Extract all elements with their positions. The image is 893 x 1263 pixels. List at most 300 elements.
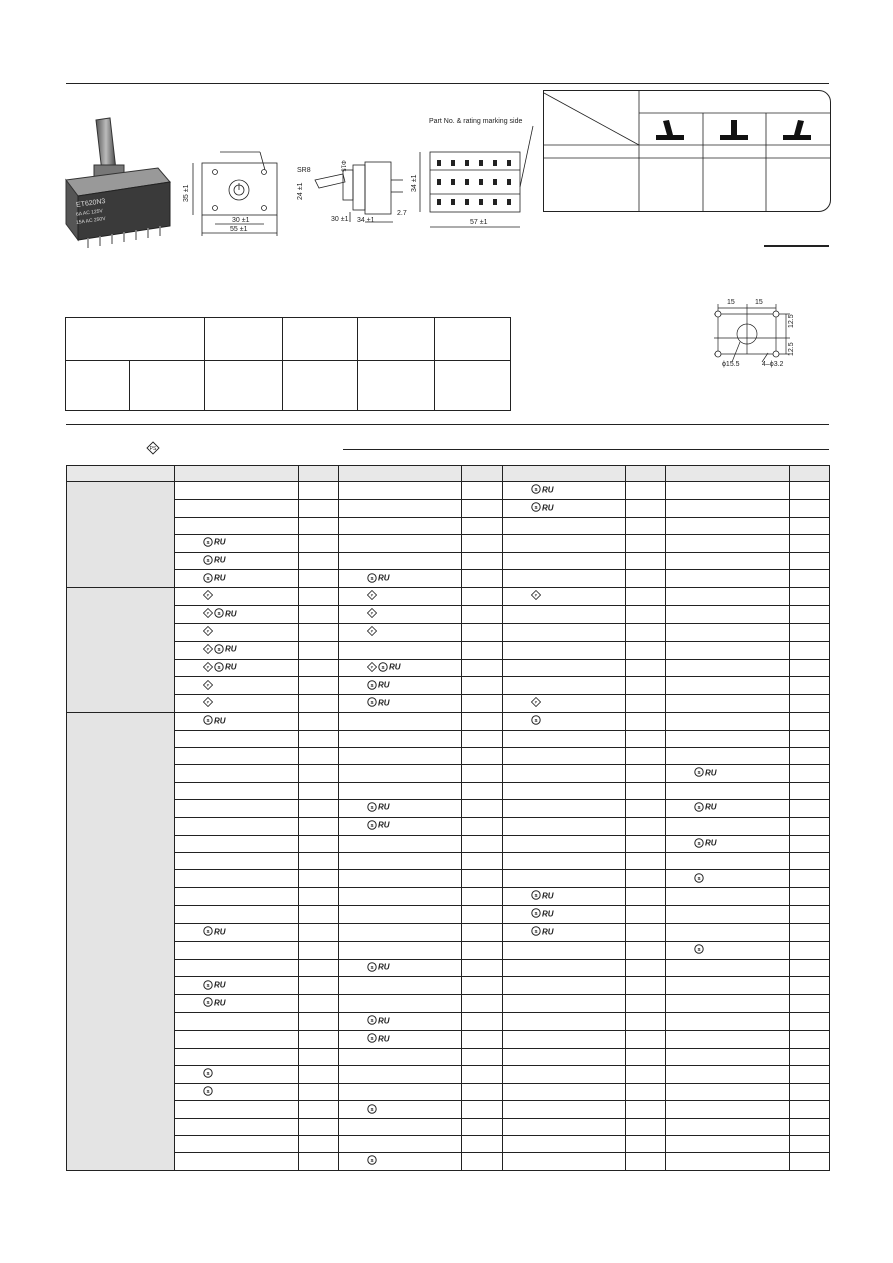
rating-header-cell: [205, 318, 282, 361]
model-cell: [175, 1065, 299, 1083]
value-cell: [299, 677, 339, 695]
model-cell: [339, 606, 462, 624]
model-cell: [666, 713, 790, 731]
model-cell: [503, 923, 626, 941]
value-cell: [299, 835, 339, 853]
svg-text:S: S: [370, 964, 374, 970]
value-cell: [626, 995, 666, 1013]
model-cell: [666, 641, 790, 659]
model-cell: [503, 870, 626, 888]
rating-cell: [282, 361, 357, 411]
model-cell: [503, 1048, 626, 1065]
rating-header-cell: [66, 318, 205, 361]
svg-text:RU: RU: [214, 573, 226, 583]
model-cell: [503, 1013, 626, 1031]
model-cell: [666, 570, 790, 588]
approval-marks-icon: [203, 995, 227, 1011]
table-row: [67, 995, 830, 1013]
value-cell: [462, 499, 503, 517]
svg-text:P: P: [206, 700, 210, 706]
svg-text:S: S: [206, 1000, 210, 1006]
approval-marks-icon: [367, 606, 378, 622]
value-cell: [299, 570, 339, 588]
svg-text:RU: RU: [378, 573, 390, 583]
dim-side-depth: 34 ±1: [357, 217, 375, 224]
model-cell: [666, 534, 790, 552]
value-cell: [462, 1136, 503, 1153]
header-cell: [339, 466, 462, 482]
table-row: [67, 906, 830, 924]
model-cell: [175, 1030, 299, 1048]
approval-marks-icon: [367, 1013, 391, 1029]
model-cell: [503, 482, 626, 500]
model-cell: [503, 1153, 626, 1171]
model-cell: [175, 941, 299, 959]
approval-marks-icon: [203, 660, 238, 676]
value-cell: [299, 995, 339, 1013]
approval-marks-icon: [203, 570, 227, 586]
value-cell: [626, 641, 666, 659]
value-cell: [299, 606, 339, 624]
value-cell: [462, 641, 503, 659]
table-row: [67, 623, 830, 641]
value-cell: [626, 923, 666, 941]
model-cell: [175, 853, 299, 870]
model-cell: [666, 677, 790, 695]
svg-text:RU: RU: [214, 555, 226, 565]
svg-text:P: P: [370, 592, 374, 598]
svg-text:S: S: [370, 700, 374, 706]
svg-text:S: S: [370, 1035, 374, 1041]
model-cell: [175, 713, 299, 731]
approval-marks-icon: [367, 570, 391, 586]
table-row: [67, 659, 830, 677]
value-cell: [462, 1083, 503, 1101]
value-cell: [790, 482, 830, 500]
value-cell: [299, 730, 339, 747]
model-cell: [175, 1119, 299, 1136]
model-cell: [666, 977, 790, 995]
dim-side-height: 24 ±1: [297, 182, 304, 200]
value-cell: [626, 764, 666, 782]
section-rule: [343, 449, 829, 450]
model-cell: [666, 1013, 790, 1031]
model-cell: [175, 534, 299, 552]
approval-marks-icon: [203, 1066, 214, 1082]
model-cell: [175, 677, 299, 695]
model-cell: [175, 482, 299, 500]
cutout-w1: 15: [727, 299, 735, 306]
model-cell: [503, 534, 626, 552]
svg-text:RU: RU: [705, 768, 717, 777]
model-cell: [339, 764, 462, 782]
approval-marks-icon: [367, 1153, 378, 1169]
svg-text:P: P: [370, 610, 374, 616]
approval-marks-icon: [203, 713, 227, 729]
model-cell: [175, 995, 299, 1013]
model-cell: [503, 799, 626, 817]
model-cell: [503, 588, 626, 606]
value-cell: [626, 977, 666, 995]
value-cell: [462, 695, 503, 713]
value-cell: [462, 1030, 503, 1048]
value-cell: [462, 959, 503, 977]
value-cell: [790, 906, 830, 924]
value-cell: [462, 1101, 503, 1119]
table-row: [67, 835, 830, 853]
approval-marks-icon: [694, 836, 718, 852]
value-cell: [299, 799, 339, 817]
table-row: [67, 747, 830, 764]
value-cell: [626, 959, 666, 977]
value-cell: [462, 552, 503, 570]
svg-text:S: S: [206, 718, 210, 724]
value-cell: [299, 713, 339, 731]
value-cell: [626, 517, 666, 534]
value-cell: [626, 1013, 666, 1031]
table-row: [67, 1083, 830, 1101]
value-cell: [462, 659, 503, 677]
svg-text:S: S: [534, 504, 538, 510]
model-cell: [503, 552, 626, 570]
value-cell: [462, 817, 503, 835]
model-cell: [666, 959, 790, 977]
model-cell: [666, 730, 790, 747]
svg-text:RU: RU: [214, 927, 226, 936]
table-row: [67, 482, 830, 500]
value-cell: [299, 906, 339, 924]
value-cell: [626, 817, 666, 835]
value-cell: [626, 835, 666, 853]
value-cell: [790, 713, 830, 731]
approval-marks-icon: [203, 588, 214, 604]
svg-text:S: S: [206, 575, 210, 581]
value-cell: [299, 817, 339, 835]
value-cell: [626, 1065, 666, 1083]
model-cell: [503, 713, 626, 731]
model-cell: [666, 853, 790, 870]
value-cell: [462, 606, 503, 624]
svg-text:S: S: [534, 928, 538, 934]
approval-mark-icon: [146, 441, 160, 460]
value-cell: [790, 695, 830, 713]
svg-text:S: S: [697, 769, 701, 775]
model-cell: [666, 499, 790, 517]
model-cell: [503, 659, 626, 677]
approval-marks-icon: [367, 677, 391, 693]
value-cell: [626, 941, 666, 959]
table-row: [67, 1013, 830, 1031]
rating-header-cell: [357, 318, 434, 361]
value-cell: [790, 799, 830, 817]
value-cell: [462, 1119, 503, 1136]
svg-text:S: S: [534, 718, 538, 724]
model-cell: [503, 959, 626, 977]
value-cell: [462, 747, 503, 764]
svg-text:RU: RU: [225, 609, 237, 618]
approval-marks-icon: [694, 942, 705, 958]
model-cell: [666, 623, 790, 641]
model-cell: [339, 677, 462, 695]
table-row: [67, 799, 830, 817]
svg-text:RU: RU: [542, 909, 554, 918]
model-cell: [503, 906, 626, 924]
model-cell: [339, 959, 462, 977]
table-row: [67, 1101, 830, 1119]
dim-front-height: 35 ±1: [183, 184, 190, 202]
top-rule: [66, 83, 829, 84]
approval-marks-icon: [203, 977, 227, 993]
value-cell: [626, 499, 666, 517]
table-row: [67, 870, 830, 888]
table-row: [67, 677, 830, 695]
model-cell: [339, 747, 462, 764]
model-cell: [339, 570, 462, 588]
rating-cell: [357, 361, 434, 411]
value-cell: [626, 1083, 666, 1101]
value-cell: [462, 677, 503, 695]
approval-marks-icon: [203, 1084, 214, 1100]
model-cell: [175, 499, 299, 517]
value-cell: [626, 623, 666, 641]
model-cell: [503, 835, 626, 853]
svg-text:P: P: [534, 592, 538, 598]
svg-text:RU: RU: [542, 485, 554, 494]
model-cell: [666, 941, 790, 959]
table-row: [67, 888, 830, 906]
table-row: [67, 782, 830, 799]
model-cell: [339, 941, 462, 959]
value-cell: [626, 1119, 666, 1136]
table-row: [67, 695, 830, 713]
mid-rule: [66, 424, 829, 425]
value-cell: [626, 870, 666, 888]
svg-text:RU: RU: [225, 644, 237, 654]
value-cell: [790, 941, 830, 959]
table-row: [67, 923, 830, 941]
svg-text:RU: RU: [378, 802, 390, 812]
svg-text:S: S: [697, 875, 701, 881]
table-row: [67, 588, 830, 606]
value-cell: [299, 1101, 339, 1119]
model-cell: [175, 730, 299, 747]
value-cell: [299, 552, 339, 570]
model-cell: [666, 606, 790, 624]
model-cell: [503, 941, 626, 959]
table-row: [67, 977, 830, 995]
value-cell: [299, 534, 339, 552]
header-cell: [462, 466, 503, 482]
model-cell: [339, 517, 462, 534]
value-cell: [299, 588, 339, 606]
value-cell: [462, 941, 503, 959]
value-cell: [299, 764, 339, 782]
value-cell: [299, 482, 339, 500]
value-cell: [299, 1153, 339, 1171]
svg-text:RU: RU: [378, 1034, 390, 1043]
value-cell: [790, 1030, 830, 1048]
table-row: [67, 517, 830, 534]
svg-text:P: P: [206, 610, 210, 616]
value-cell: [462, 534, 503, 552]
panel-cutout-drawing: [700, 298, 810, 373]
value-cell: [462, 853, 503, 870]
model-cell: [339, 1119, 462, 1136]
value-cell: [626, 659, 666, 677]
value-cell: [790, 1065, 830, 1083]
svg-text:RU: RU: [378, 1016, 390, 1025]
approval-marks-icon: [531, 713, 542, 729]
approval-marks-icon: [203, 553, 227, 569]
model-cell: [175, 570, 299, 588]
model-cell: [666, 799, 790, 817]
model-cell: [175, 764, 299, 782]
model-cell: [503, 853, 626, 870]
model-cell: [503, 764, 626, 782]
model-cell: [175, 959, 299, 977]
value-cell: [462, 1013, 503, 1031]
approval-marks-icon: [203, 924, 227, 940]
value-cell: [299, 870, 339, 888]
value-cell: [626, 588, 666, 606]
svg-text:S: S: [206, 982, 210, 988]
value-cell: [462, 888, 503, 906]
side-view-drawing: [295, 150, 415, 235]
cutout-h1: 12.5: [788, 314, 795, 328]
value-cell: [790, 764, 830, 782]
value-cell: [626, 606, 666, 624]
svg-text:RU: RU: [542, 891, 554, 900]
svg-text:P: P: [206, 646, 210, 652]
model-cell: [666, 1119, 790, 1136]
svg-text:S: S: [217, 611, 221, 617]
approval-marks-icon: [531, 588, 542, 604]
model-cell: [339, 995, 462, 1013]
lever-left-icon: [654, 117, 686, 148]
model-cell: [339, 870, 462, 888]
model-cell: [339, 534, 462, 552]
cutout-holes: 4–ϕ3.2: [762, 361, 784, 368]
value-cell: [462, 870, 503, 888]
group-cell: [67, 713, 175, 1171]
approval-marks-icon: [694, 765, 718, 781]
value-cell: [462, 835, 503, 853]
value-cell: [790, 534, 830, 552]
value-cell: [790, 606, 830, 624]
cutout-w2: 15: [755, 299, 763, 306]
model-cell: [666, 870, 790, 888]
value-cell: [299, 941, 339, 959]
value-cell: [462, 923, 503, 941]
model-cell: [666, 1065, 790, 1083]
header-cell: [503, 466, 626, 482]
value-cell: [299, 977, 339, 995]
value-cell: [626, 1153, 666, 1171]
table-row: [67, 1048, 830, 1065]
svg-text:P: P: [206, 592, 210, 598]
model-cell: [339, 977, 462, 995]
model-cell: [503, 730, 626, 747]
svg-text:RU: RU: [214, 998, 226, 1007]
approval-marks-icon: [367, 1101, 378, 1117]
photo-marking-1: ET620N3: [75, 197, 106, 210]
value-cell: [790, 1101, 830, 1119]
model-cell: [175, 1101, 299, 1119]
value-cell: [462, 713, 503, 731]
svg-text:RU: RU: [214, 716, 226, 725]
model-cell: [666, 906, 790, 924]
model-cell: [666, 482, 790, 500]
model-cell: [175, 641, 299, 659]
model-cell: [175, 799, 299, 817]
table-row: [67, 499, 830, 517]
model-cell: [339, 835, 462, 853]
dim-side-dia: Φ15: [339, 160, 346, 172]
value-cell: [299, 923, 339, 941]
value-cell: [790, 677, 830, 695]
rating-cell: [205, 361, 282, 411]
model-cell: [339, 1013, 462, 1031]
model-cell: [339, 730, 462, 747]
value-cell: [790, 923, 830, 941]
table-row: [67, 713, 830, 731]
value-cell: [462, 570, 503, 588]
header-cell: [175, 466, 299, 482]
model-cell: [339, 482, 462, 500]
value-cell: [626, 906, 666, 924]
value-cell: [462, 782, 503, 799]
svg-text:S: S: [370, 822, 374, 828]
value-cell: [626, 1136, 666, 1153]
value-cell: [790, 1013, 830, 1031]
value-cell: [790, 623, 830, 641]
approval-marks-icon: [203, 624, 214, 640]
model-cell: [339, 817, 462, 835]
model-cell: [666, 1101, 790, 1119]
value-cell: [299, 1065, 339, 1083]
svg-text:S: S: [370, 804, 374, 810]
model-cell: [503, 570, 626, 588]
model-cell: [339, 1136, 462, 1153]
value-cell: [462, 906, 503, 924]
value-cell: [462, 977, 503, 995]
approval-marks-icon: [367, 695, 391, 711]
svg-text:S: S: [206, 539, 210, 545]
approval-marks-icon: [367, 624, 378, 640]
model-cell: [503, 606, 626, 624]
svg-text:P: P: [370, 664, 374, 670]
model-cell: [175, 906, 299, 924]
value-cell: [790, 853, 830, 870]
model-table: [66, 465, 830, 1171]
value-cell: [790, 1048, 830, 1065]
value-cell: [790, 1083, 830, 1101]
dim-side-offset: 30 ±1: [331, 216, 349, 223]
svg-text:S: S: [206, 928, 210, 934]
table-row: [67, 606, 830, 624]
table-row: [67, 959, 830, 977]
approval-marks-icon: [531, 500, 555, 516]
model-cell: [503, 1136, 626, 1153]
svg-text:S: S: [217, 664, 221, 670]
header-cell: [299, 466, 339, 482]
value-cell: [790, 870, 830, 888]
approval-marks-icon: [367, 818, 391, 834]
value-cell: [790, 747, 830, 764]
dim-side-thickness: 2.7: [397, 210, 407, 217]
model-cell: [666, 782, 790, 799]
svg-text:RU: RU: [378, 962, 390, 972]
